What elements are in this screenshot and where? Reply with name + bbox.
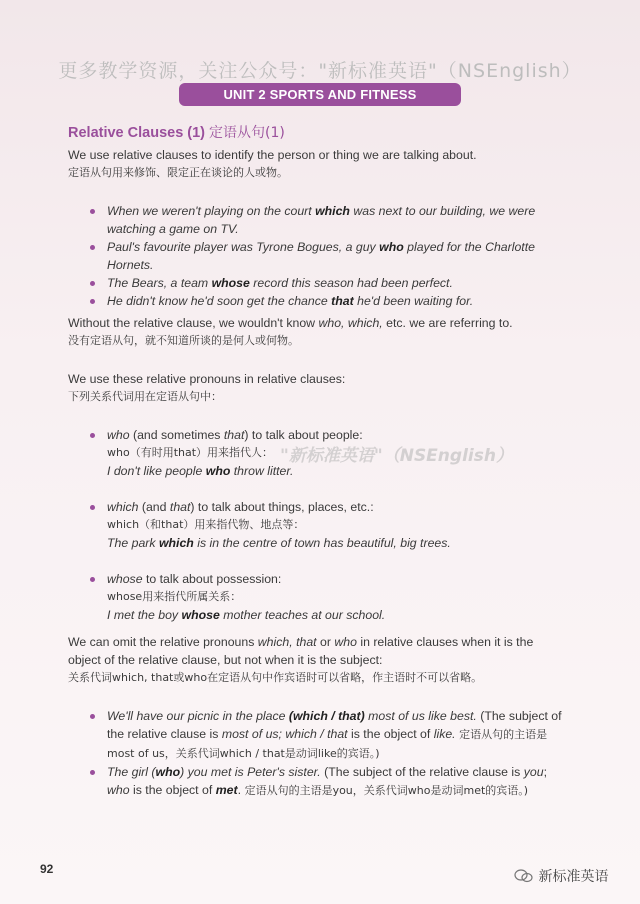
intro-english: We use relative clauses to identify the person or thing we are talking about. xyxy=(68,148,477,162)
pronouns-chinese: 下列关系代词用在定语从句中： xyxy=(68,390,222,403)
list-item: The girl (who) you met is Peter's sister. (The subject of the relative clause is you; who is the object of met. 定语从句的主语是you，关系代词who是动词met的宾语。) xyxy=(68,763,568,800)
without-chinese: 没有定语从句，就不知道所谈的是何人或何物。 xyxy=(68,334,299,347)
pronoun-who-item: who (and sometimes that) to talk about people: who（有时用that）用来指代人： I don't like people who throw litter. xyxy=(68,426,568,480)
list-item: Paul's favourite player was Tyrone Bogues, a guy who played for the Charlotte Hornets. xyxy=(68,238,568,274)
page-number: 92 xyxy=(40,862,54,876)
title-chinese: 定语从句(1) xyxy=(209,125,285,141)
list-item: The Bears, a team whose record this season had been perfect. xyxy=(68,274,568,292)
title-english: Relative Clauses (1) xyxy=(68,125,206,141)
intro-chinese: 定语从句用来修饰、限定正在谈论的人或物。 xyxy=(68,166,288,179)
unit-banner: UNIT 2 SPORTS AND FITNESS xyxy=(179,83,461,106)
wechat-label: 新标准英语 xyxy=(538,869,609,885)
pronoun-whose-item: whose to talk about possession: whose用来指代所属关系： I met the boy whose mother teaches at our school. xyxy=(68,570,568,624)
watermark-top: 更多教学资源，关注公众号："新标准英语"（NSEnglish） xyxy=(58,60,582,82)
watermark-middle: "新标准英语"（NSEnglish） xyxy=(280,446,513,466)
wechat-icon xyxy=(514,869,534,883)
pronoun-which-item: which (and that) to talk about things, places, etc.: which（和that）用来指代物、地点等： The park which is in the centre of town has beautiful, big trees. xyxy=(68,498,568,552)
list-item: He didn't know he'd soon get the chance that he'd been waiting for. xyxy=(68,292,568,310)
list-item: We'll have our picnic in the place (which / that) most of us like best. (The subject of the relative clause is most of us; which / that is the object of like. 定语从句的主语是most of us，关系代词which / that是动词like的宾语。) xyxy=(68,707,568,763)
pronoun-list xyxy=(68,426,568,624)
omit-chinese: 关系代词which, that或who在定语从句中作宾语时可以省略，作主语时不可以省略。 xyxy=(68,671,483,684)
lesson-content xyxy=(68,124,568,800)
examples-list xyxy=(68,202,568,310)
without-english: Without the relative clause, we wouldn't know who, which, etc. we are referring to. xyxy=(68,316,513,330)
omit-examples-list xyxy=(68,707,568,800)
omit-english: We can omit the relative pronouns which, that or who in relative clauses when it is the object of the relative clause, but not when it is the subject: xyxy=(68,635,534,667)
wechat-badge xyxy=(514,866,608,886)
pronouns-english: We use these relative pronouns in relative clauses: xyxy=(68,372,346,386)
section-title xyxy=(68,124,568,142)
list-item: When we weren't playing on the court which was next to our building, we were watching a game on TV. xyxy=(68,202,568,238)
